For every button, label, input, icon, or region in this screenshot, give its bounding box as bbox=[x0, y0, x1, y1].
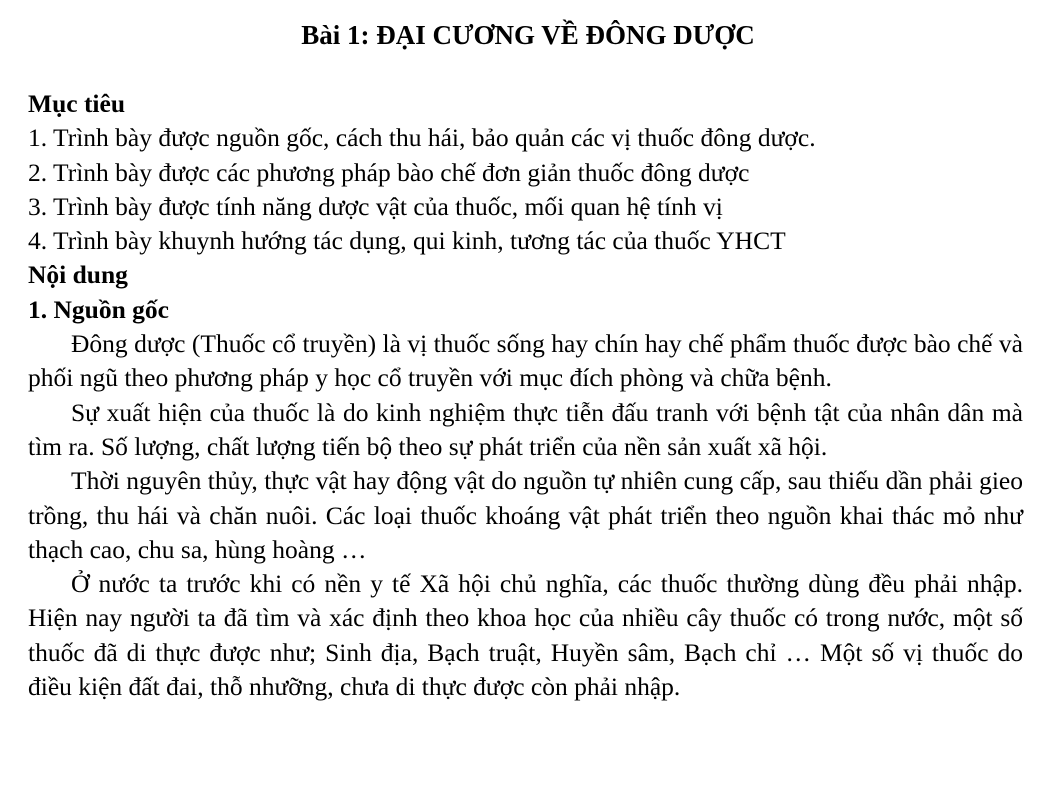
page-title: Bài 1: ĐẠI CƯƠNG VỀ ĐÔNG DƯỢC bbox=[301, 20, 755, 50]
content-heading: Nội dung bbox=[28, 260, 128, 290]
objectives-heading: Mục tiêu bbox=[28, 89, 126, 118]
objective-item-3: 3. Trình bày được tính năng dược vật của thuốc, mối quan hệ tính vị bbox=[28, 191, 723, 221]
objective-item-2: 2. Trình bày được các phương pháp bào chế đơn giản thuốc đông dược bbox=[28, 157, 750, 187]
paragraph-3: Thời nguyên thủy, thực vật hay động vật do nguồn tự nhiên cung cấp, sau thiếu dần phải gieo trồng, thu hái và chăn nuôi. Các loại thuốc khoáng vật phát triển theo nguồn khai thác mỏ như thạch cao, chu sa, hùng hoàng … bbox=[28, 466, 1023, 564]
section-heading-origin: 1. Nguồn gốc bbox=[28, 294, 169, 324]
paragraph-2: Sự xuất hiện của thuốc là do kinh nghiệm thực tiễn đấu tranh với bệnh tật của nhân dân mà tìm ra. Số lượng, chất lượng tiến bộ theo sự phát triển của nền sản xuất xã hội. bbox=[28, 397, 1023, 461]
document-body bbox=[28, 87, 1023, 704]
paragraph-1: Đông dược (Thuốc cổ truyền) là vị thuốc sống hay chín hay chế phẩm thuốc được bào chế và phối ngũ theo phương pháp y học cổ truyền với mục đích phòng và chữa bệnh. bbox=[28, 329, 1023, 393]
objective-item-4: 4. Trình bày khuynh hướng tác dụng, qui kinh, tương tác của thuốc YHCT bbox=[28, 226, 786, 256]
paragraph-4: Ở nước ta trước khi có nền y tế Xã hội chủ nghĩa, các thuốc thường dùng đều phải nhập. Hiện nay người ta đã tìm và xác định theo khoa học của nhiều cây thuốc có trong nước, một số thuốc đã di thực được như; Sinh địa, Bạch truật, Huyền sâm, Bạch chỉ … Một số vị thuốc do điều kiện đất đai, thỗ nhưỡng, chưa di thực được còn phải nhập. bbox=[28, 569, 1023, 702]
objective-item-1: 1. Trình bày được nguồn gốc, cách thu hái, bảo quản các vị thuốc đông dược. bbox=[28, 123, 816, 153]
